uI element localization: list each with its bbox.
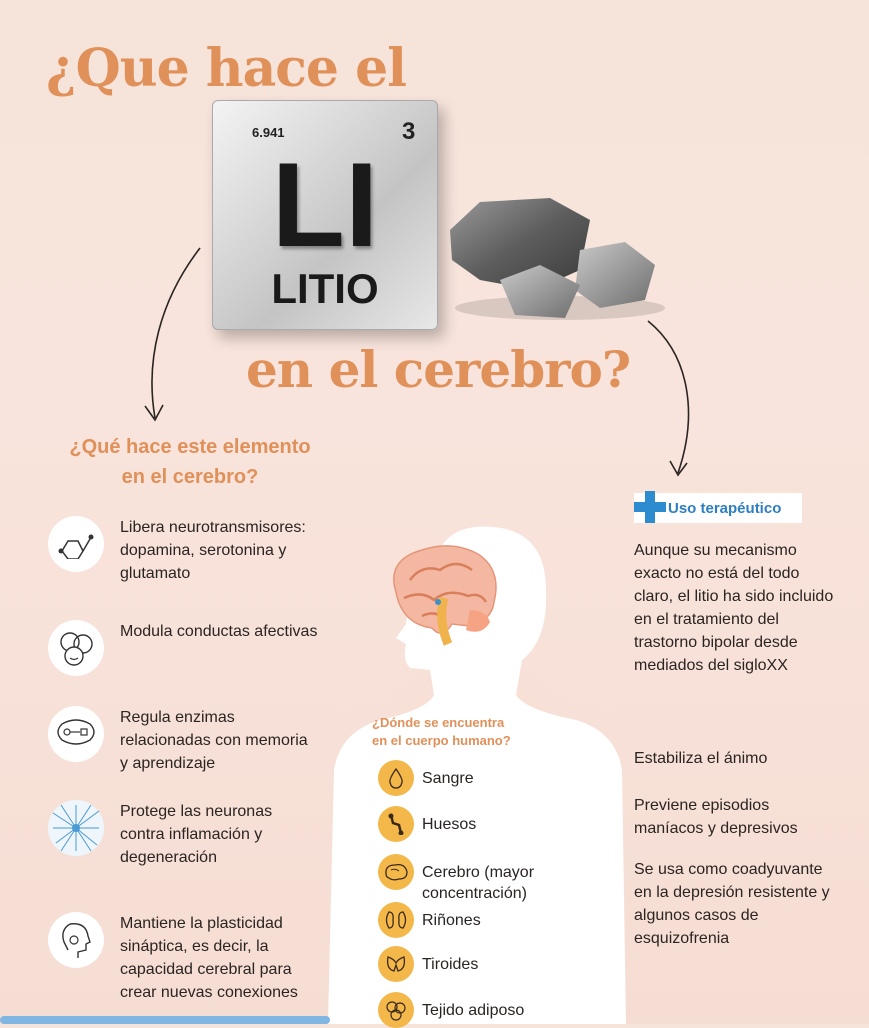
neuron-network-icon <box>48 800 104 856</box>
atomic-mass: 6.941 <box>252 125 285 140</box>
atomic-number: 3 <box>402 118 416 145</box>
body-heading-line1: ¿Dónde se encuentra <box>372 715 505 730</box>
lithium-rocks-icon <box>440 190 670 330</box>
lithium-element-tile <box>212 100 438 330</box>
title-line-1: ¿Que hace el <box>46 38 406 99</box>
body-item-text: Tejido adiposo <box>422 1002 525 1019</box>
item-text: Mantiene la plasticidad sináptica, es decir, la capacidad cerebral para crear nuevas conexiones <box>120 915 298 1001</box>
left-heading-line1: ¿Qué hace este elemento <box>69 436 311 458</box>
body-item-text: Huesos <box>422 816 477 833</box>
faces-emotions-icon <box>48 620 104 676</box>
left-curved-arrow <box>130 240 220 430</box>
title-line-2: en el cerebro? <box>246 340 631 399</box>
left-heading-line2: en el cerebro? <box>121 466 259 488</box>
item-text: Protege las neuronas contra inflamación y degeneración <box>120 803 273 866</box>
right-curved-arrow <box>640 315 710 480</box>
therapeutic-paragraph: Estabiliza el ánimo <box>634 750 768 767</box>
brain-icon <box>382 540 504 650</box>
bone-icon <box>378 806 414 842</box>
bottom-bar <box>0 1016 330 1024</box>
body-item-text: Tiroides <box>422 956 479 973</box>
therapeutic-paragraph: Aunque su mecanismo exacto no está del todo claro, el litio ha sido incluido en el tratamiento del trastorno bipolar desde mediados del sigloXX <box>634 542 834 674</box>
thought-process-icon <box>48 706 104 762</box>
item-text: Regula enzimas relacionadas con memoria y aprendizaje <box>120 709 308 772</box>
body-item-text: Sangre <box>422 770 474 787</box>
item-text: Modula conductas afectivas <box>120 623 318 640</box>
brain-icon <box>378 854 414 890</box>
therapeutic-use-badge <box>634 493 802 523</box>
blood-icon <box>378 760 414 796</box>
thyroid-icon <box>378 946 414 982</box>
element-symbol: LI <box>271 138 379 272</box>
therapeutic-paragraph: Se usa como coadyuvante en la depresión resistente y algunos casos de esquizofrenia <box>634 861 830 947</box>
medical-plus-icon <box>634 491 666 523</box>
body-section-heading <box>372 714 552 750</box>
kidneys-icon <box>378 902 414 938</box>
body-item-text: Cerebro (mayor concentración) <box>422 864 535 902</box>
therapeutic-paragraph: Previene episodios maníacos y depresivos <box>634 797 798 837</box>
fat-tissue-icon <box>378 992 414 1028</box>
therapeutic-use-label: Uso terapéutico <box>668 499 782 517</box>
molecule-icon <box>48 516 104 572</box>
element-name: LITIO <box>271 265 379 312</box>
body-heading-line2: en el cuerpo humano? <box>372 733 511 748</box>
item-text: Libera neurotransmisores: dopamina, serotonina y glutamato <box>120 519 306 582</box>
left-section-heading <box>40 432 340 492</box>
body-item-text: Riñones <box>422 912 481 929</box>
head-puzzle-icon <box>48 912 104 968</box>
